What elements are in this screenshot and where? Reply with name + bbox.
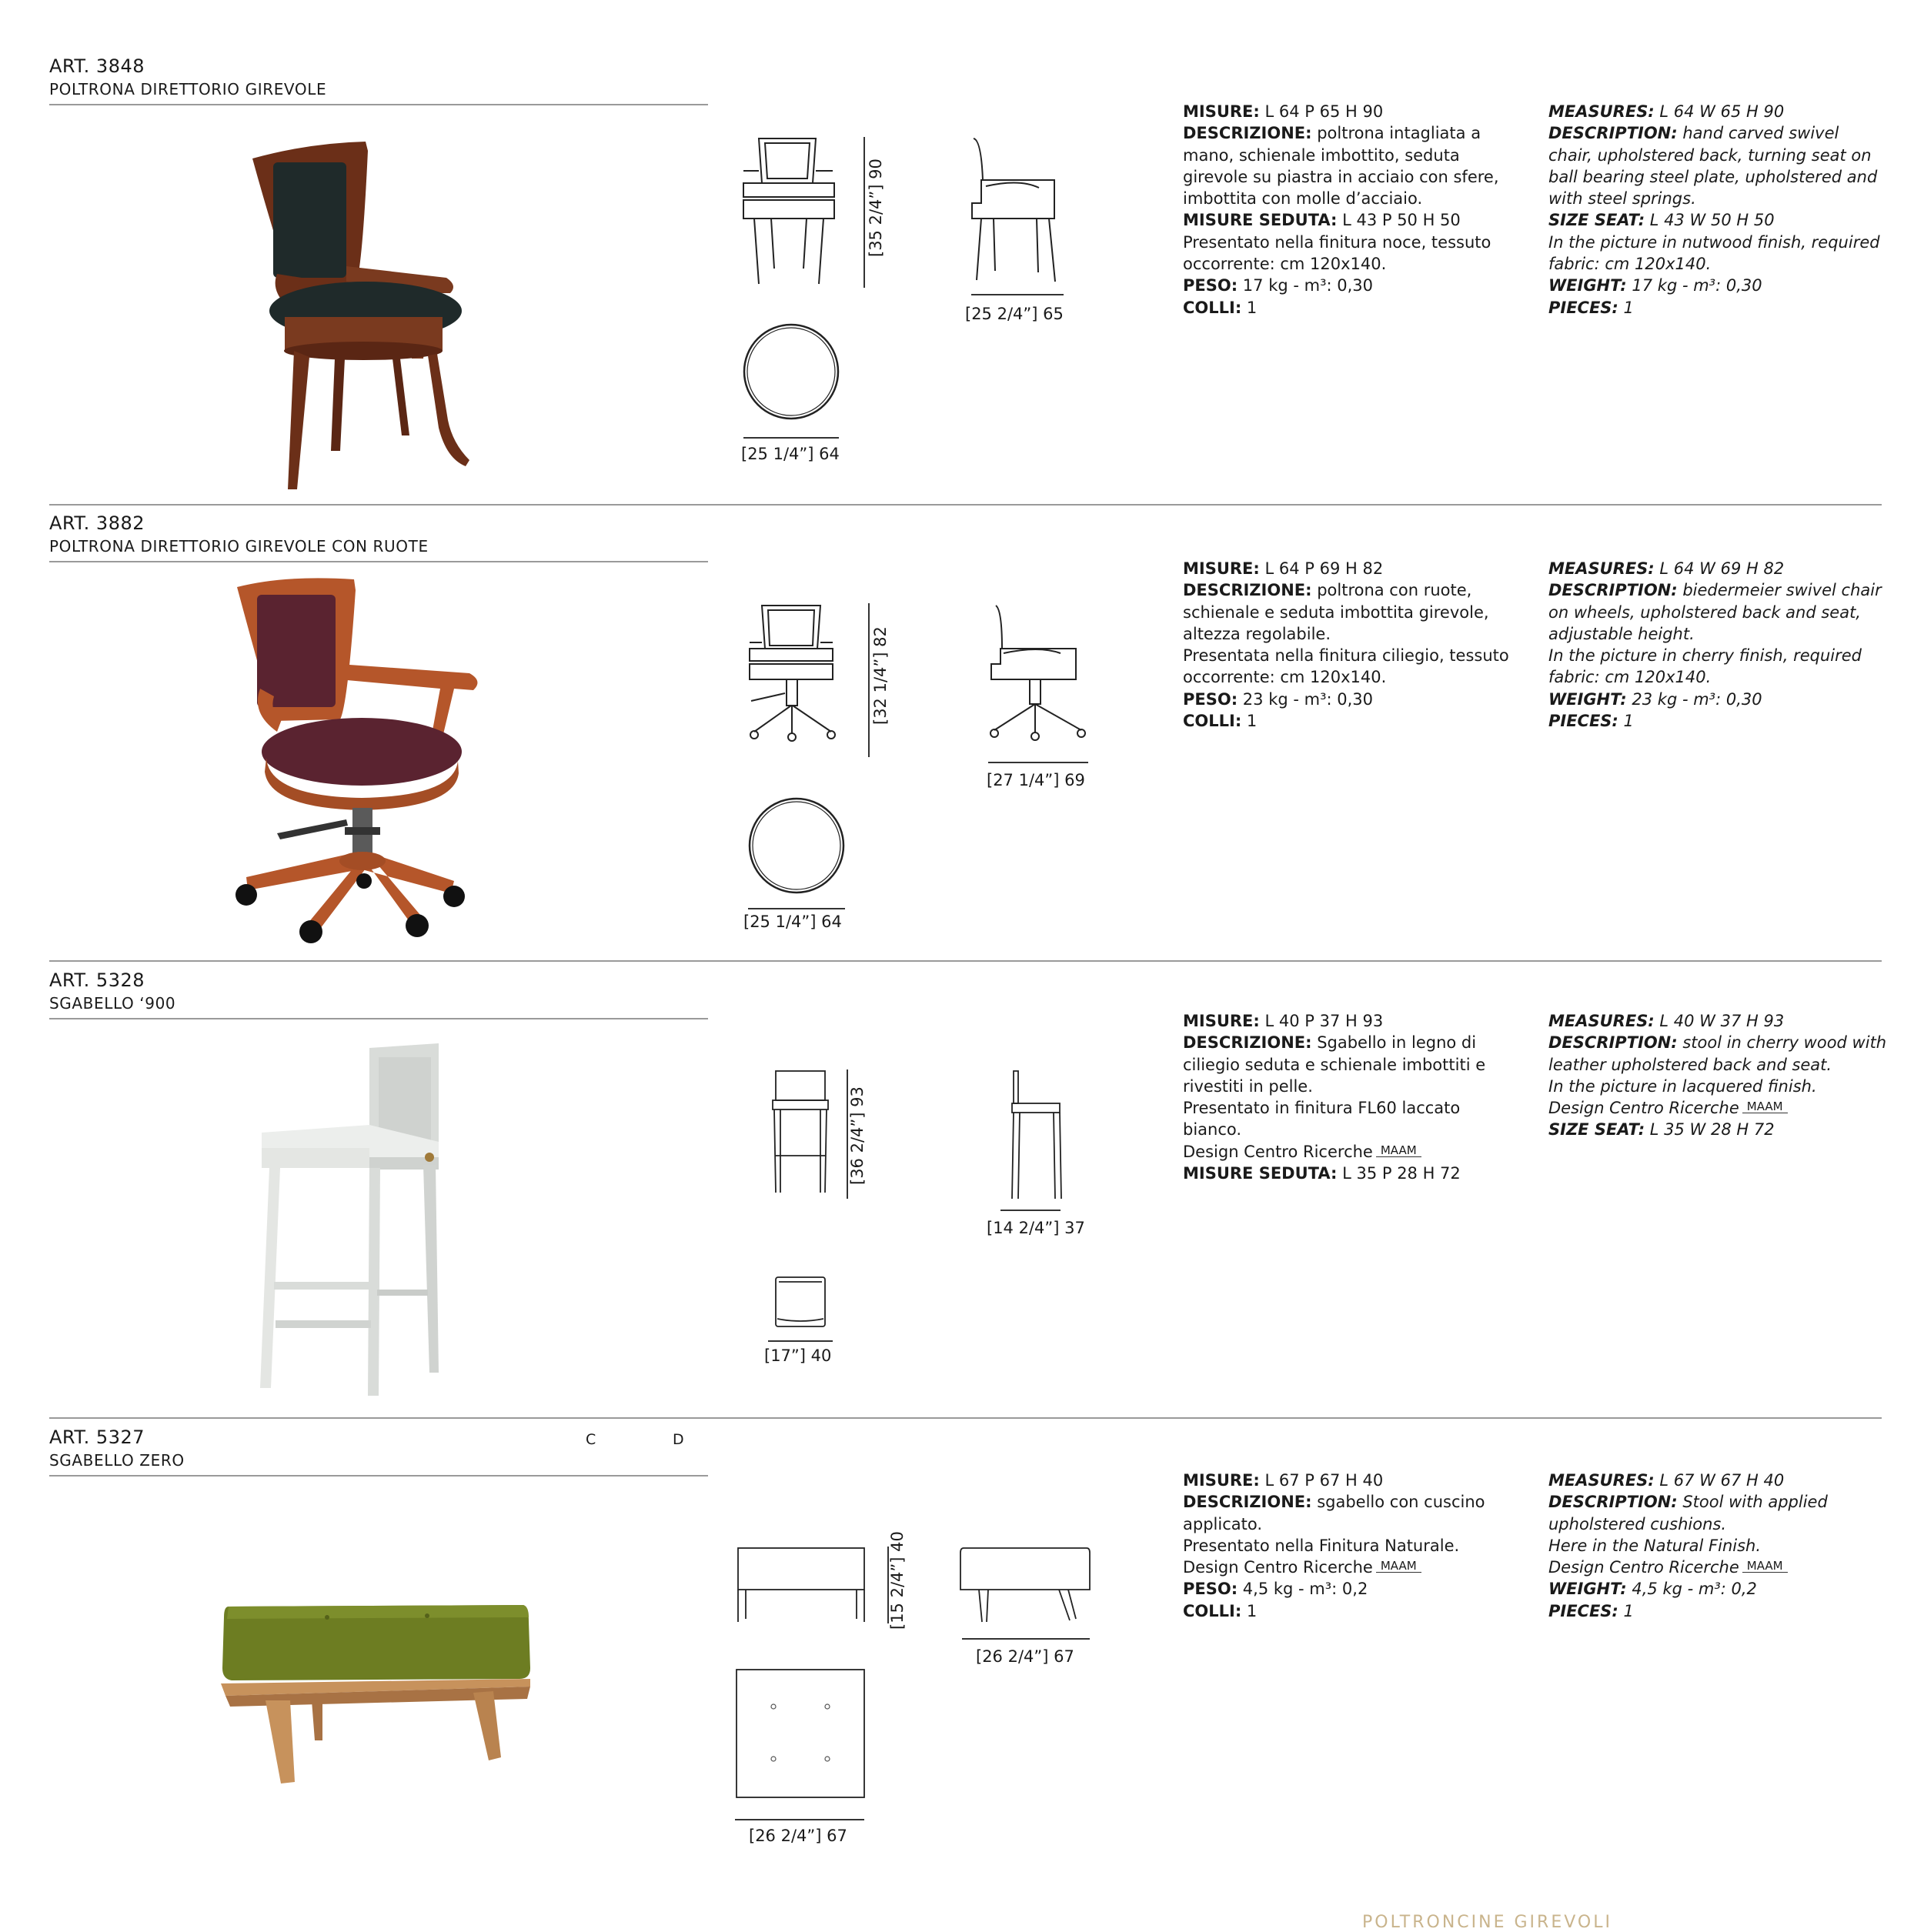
side-depth-line xyxy=(988,762,1088,763)
spec-italian xyxy=(1183,1470,1521,1622)
spec-line: DESCRIZIONE: poltrona con ruote, schienale e seduta imbottita girevole, altezza regolabile. xyxy=(1183,581,1489,643)
spec-italian xyxy=(1183,101,1521,319)
spec-line: MISURE SEDUTA: L 35 P 28 H 72 xyxy=(1183,1164,1461,1183)
dimension-top-width: [25 1/4”] 64 xyxy=(741,445,840,463)
spec-line: PIECES: 1 xyxy=(1548,1601,1634,1620)
spec-line: Presentato in finitura FL60 laccato bianco. xyxy=(1183,1099,1461,1140)
page-footer-title: POLTRONCINE GIREVOLI xyxy=(1362,1913,1612,1932)
spec-english xyxy=(1548,558,1887,732)
finish-tag-c: C xyxy=(586,1431,596,1448)
dimension-top-width: [25 1/4”] 64 xyxy=(743,913,842,931)
spec-line: Design Centro Ricerche MAAM xyxy=(1548,1557,1887,1578)
article-code: ART. 3848 xyxy=(49,55,145,77)
spec-italian xyxy=(1183,558,1521,732)
product-section-3882 xyxy=(0,508,1924,966)
side-view-drawing xyxy=(1004,1069,1066,1200)
top-width-line xyxy=(735,1819,864,1820)
article-code: ART. 5327 xyxy=(49,1426,145,1448)
spec-line: Design Centro Ricerche MAAM xyxy=(1183,1557,1521,1578)
spec-line: WEIGHT: 4,5 kg - m³: 0,2 xyxy=(1548,1580,1757,1599)
spec-english xyxy=(1548,101,1887,319)
spec-line: MISURE: L 67 P 67 H 40 xyxy=(1183,1471,1384,1490)
article-name: SGABELLO ‘900 xyxy=(49,994,176,1013)
spec-line: WEIGHT: 23 kg - m³: 0,30 xyxy=(1548,689,1762,709)
spec-line: MISURE: L 64 P 65 H 90 xyxy=(1183,102,1384,121)
spec-line: Presentato nella finitura noce, tessuto occorrente: cm 120x140. xyxy=(1183,232,1491,274)
spec-line: MEASURES: L 64 W 65 H 90 xyxy=(1548,102,1785,121)
dimension-front-height: [15 2/4”] 40 xyxy=(888,1531,907,1630)
article-name: SGABELLO ZERO xyxy=(49,1451,185,1470)
spec-line: SIZE SEAT: L 43 W 50 H 50 xyxy=(1548,211,1775,230)
spec-line: COLLI: 1 xyxy=(1183,298,1258,317)
article-code: ART. 5328 xyxy=(49,969,145,991)
top-view-drawing xyxy=(741,322,841,422)
spec-line: MISURE SEDUTA: L 43 P 50 H 50 xyxy=(1183,211,1461,230)
spec-line: Presentata nella finitura ciliegio, tessuto occorrente: cm 120x140. xyxy=(1183,646,1509,687)
section-divider xyxy=(49,960,1882,962)
dimension-front-height: [35 2/4”] 90 xyxy=(867,158,885,257)
dimension-side-depth: [14 2/4”] 37 xyxy=(987,1219,1085,1237)
section-divider xyxy=(49,504,1882,506)
side-depth-line xyxy=(962,1638,1090,1640)
maam-logo: MAAM xyxy=(1742,1100,1788,1113)
dimension-front-height: [36 2/4”] 93 xyxy=(848,1086,867,1185)
dimension-front-height: [32 1/4”] 82 xyxy=(871,626,890,725)
product-photo-bar-stool xyxy=(254,1042,462,1396)
section-divider xyxy=(49,1417,1882,1419)
product-photo-ottoman xyxy=(219,1599,535,1799)
spec-line: MEASURES: L 40 W 37 H 93 xyxy=(1548,1012,1785,1030)
side-view-drawing xyxy=(966,134,1066,292)
maam-logo: MAAM xyxy=(1742,1560,1788,1573)
product-section-3848 xyxy=(0,51,1924,509)
spec-line: DESCRIPTION: stool in cherry wood with leather upholstered back and seat. xyxy=(1548,1033,1887,1074)
top-width-line xyxy=(743,437,839,439)
article-rule xyxy=(49,1475,708,1477)
spec-line: DESCRIZIONE: sgabello con cuscino applicato. xyxy=(1183,1493,1485,1533)
spec-line: MISURE: L 40 P 37 H 93 xyxy=(1183,1012,1384,1030)
spec-line: MEASURES: L 67 W 67 H 40 xyxy=(1548,1471,1785,1490)
spec-line: In the picture in lacquered finish. xyxy=(1548,1076,1817,1096)
top-view-drawing xyxy=(735,1668,866,1799)
spec-line: Design Centro Ricerche MAAM xyxy=(1183,1141,1521,1163)
product-photo-chair-on-wheels xyxy=(223,573,500,950)
dimension-side-depth: [27 1/4”] 69 xyxy=(987,771,1085,789)
spec-line: DESCRIPTION: Stool with applied upholstered cushions. xyxy=(1548,1493,1828,1533)
spec-line: MISURE: L 64 P 69 H 82 xyxy=(1183,559,1384,578)
front-view-drawing xyxy=(747,602,847,756)
side-depth-line xyxy=(1000,1210,1061,1211)
spec-line: Presentato nella Finitura Naturale. xyxy=(1183,1536,1460,1555)
front-height-line xyxy=(868,603,870,757)
spec-line: WEIGHT: 17 kg - m³: 0,30 xyxy=(1548,276,1762,295)
spec-line: DESCRIPTION: biedermeier swivel chair on wheels, upholstered back and seat, adjustable height. xyxy=(1548,581,1882,643)
side-depth-line xyxy=(971,294,1064,295)
article-code: ART. 3882 xyxy=(49,512,145,534)
spec-english xyxy=(1548,1470,1887,1622)
finish-tag-d: D xyxy=(673,1431,684,1448)
spec-line: MEASURES: L 64 W 69 H 82 xyxy=(1548,559,1785,578)
spec-line: COLLI: 1 xyxy=(1183,712,1258,731)
top-width-line xyxy=(748,908,845,909)
dimension-top-width: [26 2/4”] 67 xyxy=(749,1827,847,1845)
spec-line: PIECES: 1 xyxy=(1548,712,1634,731)
spec-line: PESO: 4,5 kg - m³: 0,2 xyxy=(1183,1580,1368,1599)
spec-line: PIECES: 1 xyxy=(1548,298,1634,317)
article-name: POLTRONA DIRETTORIO GIREVOLE CON RUOTE xyxy=(49,537,429,556)
spec-line: COLLI: 1 xyxy=(1183,1601,1258,1620)
spec-line: PESO: 23 kg - m³: 0,30 xyxy=(1183,689,1373,709)
article-rule xyxy=(49,1018,708,1019)
top-view-drawing xyxy=(747,796,847,896)
spec-line: Here in the Natural Finish. xyxy=(1548,1536,1762,1555)
spec-line: Design Centro Ricerche MAAM xyxy=(1548,1097,1887,1119)
top-width-line xyxy=(768,1340,833,1342)
article-rule xyxy=(49,561,708,562)
product-section-5328 xyxy=(0,965,1924,1423)
dimension-top-width: [17”] 40 xyxy=(764,1346,832,1365)
spec-line: DESCRIPTION: hand carved swivel chair, upholstered back, turning seat on ball bearing steel plate, upholstered and with steel springs. xyxy=(1548,124,1878,209)
front-view-drawing xyxy=(770,1068,831,1199)
top-view-drawing xyxy=(771,1273,830,1331)
product-photo-swivel-armchair xyxy=(239,128,493,543)
maam-logo: MAAM xyxy=(1376,1560,1421,1573)
product-section-5327 xyxy=(0,1422,1924,1880)
front-view-drawing xyxy=(735,1545,867,1630)
spec-line: DESCRIZIONE: Sgabello in legno di ciliegio seduta e schienale imbottiti e rivestiti in pelle. xyxy=(1183,1033,1486,1096)
maam-logo: MAAM xyxy=(1376,1144,1421,1157)
side-view-drawing xyxy=(985,602,1093,756)
front-height-line xyxy=(863,137,865,288)
spec-line: In the picture in nutwood finish, required fabric: cm 120x140. xyxy=(1548,232,1880,274)
spec-line: DESCRIZIONE: poltrona intagliata a mano, schienale imbottito, seduta girevole su piastra in acciaio con sfere, imbottita con molle d’acciaio. xyxy=(1183,124,1499,209)
spec-line: In the picture in cherry finish, required fabric: cm 120x140. xyxy=(1548,646,1862,687)
dimension-side-depth: [25 2/4”] 65 xyxy=(965,305,1064,323)
spec-line: PESO: 17 kg - m³: 0,30 xyxy=(1183,276,1373,295)
article-rule xyxy=(49,104,708,105)
spec-line: SIZE SEAT: L 35 W 28 H 72 xyxy=(1548,1120,1775,1140)
side-view-drawing xyxy=(959,1545,1091,1630)
spec-english xyxy=(1548,1010,1887,1141)
article-name: POLTRONA DIRETTORIO GIREVOLE xyxy=(49,80,327,98)
dimension-side-depth: [26 2/4”] 67 xyxy=(976,1647,1074,1666)
spec-italian xyxy=(1183,1010,1521,1184)
front-view-drawing xyxy=(739,134,839,292)
